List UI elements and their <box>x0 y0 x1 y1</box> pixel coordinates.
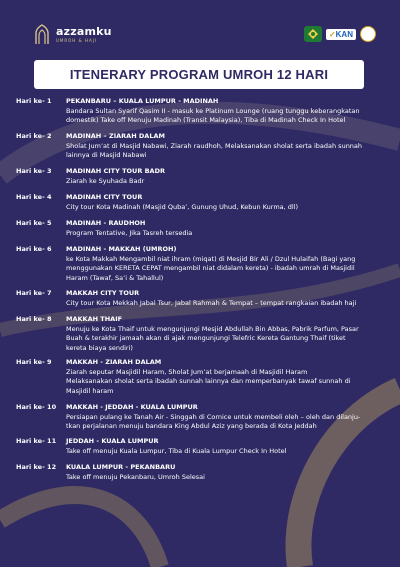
day-description: City tour Kota Mekkah Jabal Tsur, Jabal Rahmah & Tempat – tempat rangkaian ibadah haji <box>66 298 357 307</box>
day-route: MADINAH - RAUDHOH <box>66 219 146 227</box>
day-route: MADINAH CITY TOUR BADR <box>66 167 165 175</box>
day-description: Persiapan pulang ke Tanah Air - Singgah di Cornice untuk membeli oleh – oleh dan dilanju- tkan perjalanan menuju bandara King Abdul Aziz yang berada di Kota Jeddah <box>66 412 361 430</box>
day-label: Hari ke- 3 <box>16 167 52 175</box>
brand-logo <box>34 24 112 44</box>
day-description: Ziarah ke Syuhada Badr <box>66 176 145 185</box>
day-route: MAKKAH THAIF <box>66 315 123 323</box>
day-label: Hari ke- 6 <box>16 245 52 253</box>
day-description: Menuju ke Kota Thaif untuk mengunjungi Mesjid Abdullah Bin Abbas, Pabrik Parfum, Pasar Buah & terakhir jamaah akan di ajak mengunjungi Telefric Kereta Gantung Thaif (tiket kereta biaya sendiri) <box>66 324 359 352</box>
day-label: Hari ke- 11 <box>16 437 57 445</box>
day-route: JEDDAH - KUALA LUMPUR <box>66 437 159 445</box>
day-route: MADINAH – ZIARAH DALAM <box>66 132 165 140</box>
day-label: Hari ke- 8 <box>16 315 52 323</box>
day-description: City tour Kota Madinah (Masjid Quba’, Gunung Uhud, Kebun Kurma, dll) <box>66 202 299 211</box>
day-label: Hari ke- 2 <box>16 132 52 140</box>
day-route: KUALA LUMPUR - PEKANBARU <box>66 463 176 471</box>
page-title: ITENERARY PROGRAM UMROH 12 HARI <box>69 67 329 82</box>
day-description: Bandara Sultan Syarif Qasim II - masuk ke Platinum Lounge (ruang tunggu keberangkatan domestik) Take off Menuju Madinah (Transit Malaysia), Tiba di Madinah Check In Hotel <box>66 106 360 124</box>
day-label: Hari ke- 4 <box>16 193 52 201</box>
day-label: Hari ke- 10 <box>16 403 57 411</box>
day-route: MAKKAH - JEDDAH - KUALA LUMPUR <box>66 403 198 411</box>
day-label: Hari ke- 1 <box>16 97 52 105</box>
brand-name: azzamku <box>56 24 112 38</box>
day-description: Take off menuju Pekanbaru, Umroh Selesai <box>66 472 205 481</box>
day-route: MAKKAH CITY TOUR <box>66 289 140 297</box>
day-label: Hari ke- 5 <box>16 219 52 227</box>
day-label: Hari ke- 7 <box>16 289 52 297</box>
mosque-logo-icon <box>34 24 50 44</box>
day-description: ke Kota Makkah Mengambil niat ihram (miqat) di Mesjid Bir Ali / Dzul Hulaifah (Bagi yang menggunakan KERETA CEPAT mengambil niat didalam kereta) - ibadah umrah di Masjidil Haram (Tawaf, Sa’i & Tahallul) <box>66 254 356 282</box>
kan-logo: ✓KAN <box>326 29 356 40</box>
day-description: Sholat Jum’at di Masjid Nabawi, Ziarah raudhoh, Melaksanakan sholat serta ibadah sunnah lainnya di Masjid Nabawi <box>66 141 363 159</box>
day-route: MAKKAH - ZIARAH DALAM <box>66 358 162 366</box>
kemenag-logo-icon <box>304 26 322 42</box>
day-route: MADINAH - MAKKAH (UMROH) <box>66 245 177 253</box>
day-label: Hari ke- 9 <box>16 358 52 366</box>
day-route: PEKANBARU – KUALA LUMPUR - MADINAH <box>66 97 219 105</box>
certification-seal-icon <box>360 26 376 42</box>
day-description: Ziarah seputar Masjidil Haram, Sholat Jum’at berjamaah di Masjidil Haram Melaksanakan sholat serta ibadah sunnah lainnya dan memperbanyak tawaf sunnah di Masjidil haram <box>66 367 351 395</box>
title-banner <box>34 60 364 89</box>
partner-logos <box>304 26 376 42</box>
day-description: Take off menuju Kuala Lumpur, Tiba di Kuala Lumpur Check In Hotel <box>66 446 287 455</box>
brand-tagline: UMROH & HAJI <box>56 37 98 43</box>
day-label: Hari ke- 12 <box>16 463 57 471</box>
swoosh-bottom-left <box>0 495 160 567</box>
day-description: Program Tentative, Jika Tasreh tersedia <box>66 228 193 237</box>
day-route: MADINAH CITY TOUR <box>66 193 143 201</box>
